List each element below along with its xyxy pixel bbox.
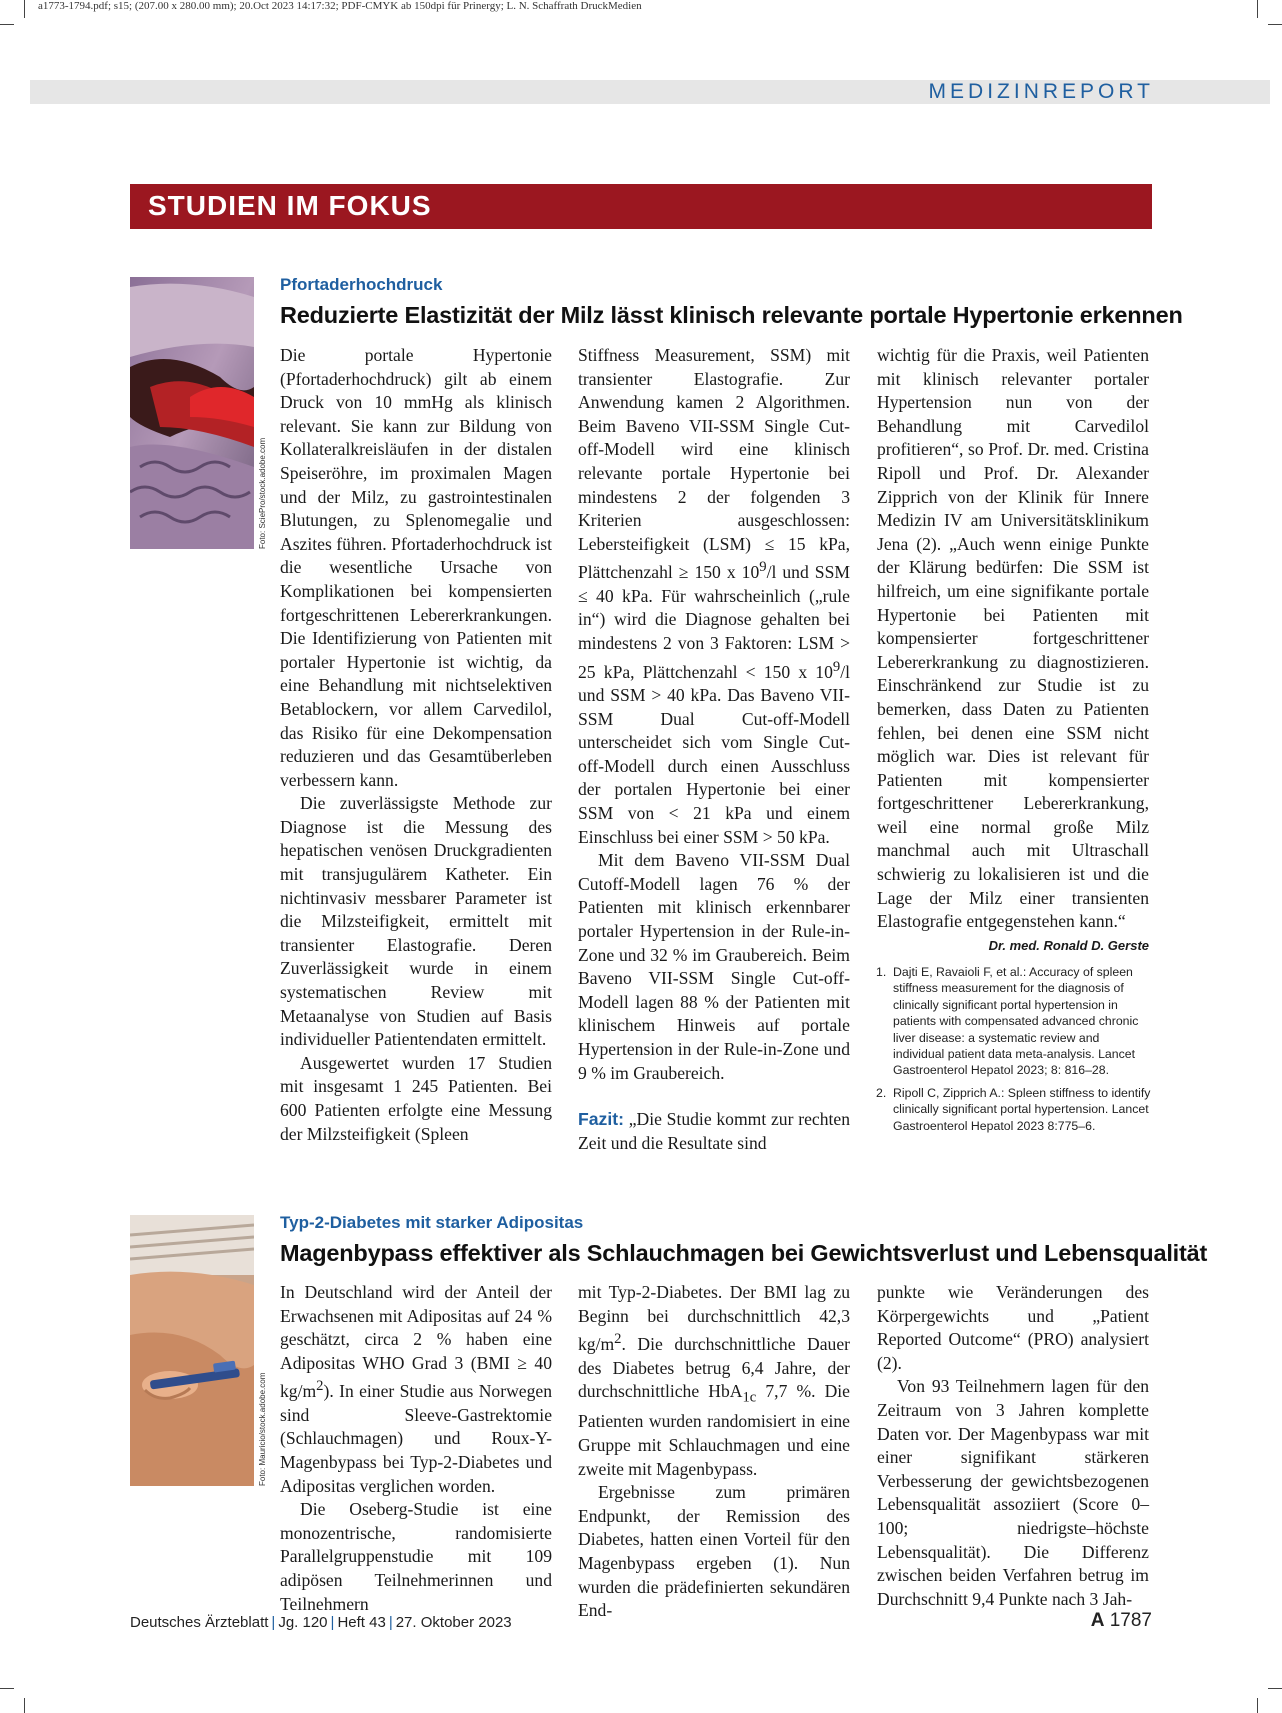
paragraph: Die Oseberg-Studie ist eine monozentrische, randomisierte Parallelgruppenstudie mit 109 adipösen Teilnehmerinnen und Teilnehmern — [280, 1499, 552, 1614]
paragraph: Von 93 Teilnehmern lagen für den Zeitraum von 3 Jahren komplette Daten vor. Der Magenbypass war mit einer signifikant stärkeren Verbesserung der gewichtsbezogenen Lebensqualität assoziiert (Score 0–100; niedrigste–höchste Lebensqualität). Die Differenz zwischen beiden Verfahren betrug im Durchschnitt 9,4 Punkte nach 3 Jah- — [877, 1376, 1149, 1609]
crop-mark — [0, 1688, 14, 1689]
article2-photo — [130, 1215, 254, 1486]
author-signature: Dr. med. Ronald D. Gerste — [988, 937, 1149, 953]
footer-citation: Deutsches Ärzteblatt | Jg. 120 | Heft 43 | 27. Oktober 2023 — [130, 1614, 512, 1631]
article2-kicker: Typ-2-Diabetes mit starker Adipositas — [280, 1213, 584, 1232]
section-label: MEDIZINREPORT — [928, 80, 1154, 103]
article2-column-2 — [578, 1281, 850, 1623]
paragraph: Mit dem Baveno VII-SSM Dual Cutoff-Modell lagen 76 % der Patienten mit klinisch erkennbarer portaler Hypertension in der Rule-in-Zone und 32 % im Graubereich. Beim Baveno VII-SSM Single Cut-off-Modell lagen 88 % der Patienten mit klinischem Hinweis auf portale Hypertension in der Rule-in-Zone und 9 % im Graubereich. — [578, 850, 850, 1083]
crop-mark — [1257, 1698, 1258, 1713]
reference-list — [876, 964, 1152, 1140]
issue-date: 27. Oktober 2023 — [395, 1614, 512, 1631]
paragraph: punkte wie Veränderungen des Körpergewichts und „Patient Reported Outcome“ (PRO) analysiert (2). — [877, 1282, 1149, 1373]
banner-title: STUDIEN IM FOKUS — [148, 190, 432, 221]
article1-headline: Reduzierte Elastizität der Milz lässt klinisch relevante portale Hypertonie erkennen — [280, 302, 1183, 328]
article1-kicker: Pfortaderhochdruck — [280, 275, 443, 294]
fazit-paragraph: Fazit: „Die Studie kommt zur rechten Zeit und die Resultate sind — [578, 1109, 850, 1153]
fazit-label: Fazit: — [578, 1109, 624, 1130]
crop-mark — [1268, 1688, 1282, 1689]
photo-credit: Foto: SciePro/stock.adobe.com — [258, 437, 267, 549]
page-number: A 1787 — [1090, 1610, 1152, 1631]
article1-column-1 — [280, 344, 552, 1146]
print-metadata: a1773-1794.pdf; s15; (207.00 x 280.00 mm); 20.Oct 2023 14:17:32; PDF-CMYK ab 150dpi für Prinergy; L. N. Schaffrath DruckMedien — [38, 0, 642, 12]
paragraph: Stiffness Measurement, SSM) mit transienter Elastografie. Zur Anwendung kamen 2 Algorithmen. Beim Baveno VII-SSM Single Cut-off-Modell wird eine klinisch relevante portale Hypertonie bei mindestens 2 der folgenden 3 Kriterien ausgeschlossen: Lebersteifigkeit (LSM) ≤ 15 kPa, Plättchenzahl ≥ 150 x $10^9/l$ und SSM ≤ 40 kPa. Für wahrscheinlich („rule in“) wird die Diagnose gehalten bei mindestens 2 von 3 Faktoren: LSM > 25 kPa, Plättchenzahl < 150 x $10^9/l$ und SSM > 40 kPa. Das Baveno VII-SSM Dual Cut-off-Modell unterscheidet sich vom Single Cut-off-Modell durch einen Ausschluss der portalen Hypertonie bei einer SSM von < 21 kPa und einem Einschluss bei einer SSM > 50 kPa. — [578, 345, 850, 847]
volume: Jg. 120 — [278, 1614, 328, 1631]
crop-mark — [0, 24, 14, 25]
reference-item: 2. Ripoll C, Zipprich A.: Spleen stiffness to identify clinically significant portal hypertension. Lancet Gastroenterol Hepatol 2023 8:775–6. — [876, 1085, 1151, 1133]
article2-headline: Magenbypass effektiver als Schlauchmagen bei Gewichtsverlust und Lebensqualität — [280, 1240, 1208, 1266]
article2-column-1 — [280, 1281, 552, 1616]
crop-mark — [24, 0, 25, 18]
crop-mark — [24, 1698, 25, 1713]
photo-credit: Foto: Mauricio/stock.adobe.com — [258, 1372, 267, 1486]
paragraph: Ergebnisse zum primären Endpunkt, der Remission des Diabetes, hatten einen Vorteil für den Magenbypass ergeben (1). Nun wurden die prädefinierten sekundären End- — [578, 1482, 850, 1621]
crop-mark — [1257, 0, 1258, 18]
paragraph: In Deutschland wird der Anteil der Erwachsenen mit Adipositas auf 24 % geschätzt, circa 2 % haben eine Adipositas WHO Grad 3 (BMI ≥ 40 $kg/m^2$). In einer Studie aus Norwegen sind Sleeve-Gastrektomie (Schlauchmagen) und Roux-Y-Magenbypass bei Typ-2-Diabetes und Adipositas verglichen worden. — [280, 1282, 552, 1496]
paragraph: Ausgewertet wurden 17 Studien mit insgesamt 1 245 Patienten. Bei 600 Patienten erfolgte eine Messung der Milzsteifigkeit (Spleen — [280, 1052, 552, 1144]
article1-column-3 — [877, 344, 1149, 957]
article2-column-3 — [877, 1281, 1149, 1611]
section-banner — [130, 184, 1152, 229]
article1-column-2 — [578, 344, 850, 1155]
paragraph: wichtig für die Praxis, weil Patienten mit klinisch relevanter portaler Hypertension nun von der Behandlung mit Carvedilol profitieren“, so Prof. Dr. med. Cristina Ripoll und Prof. Dr. Alexander Zipprich von der Klinik für Innere Medizin IV am Universitätsklinikum Jena (2). „Auch wenn einige Punkte der Klärung bedürfen: Die SSM ist hilfreich, um eine signifikante portale Hypertonie bei Patienten mit kompensierter fortgeschrittener Lebererkrankung zu diagnostizieren. Einschränkend zur Studie ist zu bemerken, dass Daten zu Patienten fehlen, bei denen eine SSM nicht möglich war. Dies ist relevant für Patienten mit kompensierter fortgeschrittener Lebererkrankung, weil eine normal große Milz manchmal auch mit Ultraschall schwierig zu lokalisieren ist und die Lage der Milz einer transienten Elastografie entgegenstehen kann.“ Dr. med. Ronald D. Gerste — [877, 344, 1149, 934]
issue: Heft 43 — [337, 1614, 386, 1631]
reference-item: 1. Dajti E, Ravaioli F, et al.: Accuracy of spleen stiffness measurement for the diagnosis of clinically significant portal hypertension in patients with compensated advanced chronic liver disease: a systematic review and individual patient data meta-analysis. Lancet Gastroenterol Hepatol 2023; 8: 816–28. — [876, 965, 1139, 1078]
crop-mark — [1268, 24, 1282, 25]
paragraph: mit Typ-2-Diabetes. Der BMI lag zu Beginn bei durchschnittlich 42,3 $kg/m^2$. Die durchschnittliche Dauer des Diabetes betrug 6,4 Jahre, der durchschnittliche HbA$_{1c}$ 7,7 %. Die Patienten wurden randomisiert in eine Gruppe mit Schlauchmagen und eine zweite mit Magenbypass. — [578, 1282, 850, 1479]
paragraph: Die portale Hypertonie (Pfortaderhochdruck) gilt ab einem Druck von 10 mmHg als klinisch relevant. Sie kann zur Bildung von Kollateralkreisläufen in der distalen Speiseröhre, im proximalen Magen und der Milz, zu gastrointestinalen Blutungen, zu Splenomegalie und Aszites führen. Pfortaderhochdruck ist die wesentliche Ursache von Komplikationen bei kompensierten fortgeschrittenen Lebererkrankungen. Die Identifizierung von Patienten mit portaler Hypertonie ist wichtig, da eine Behandlung mit nichtselektiven Betablockern, vor allem Carvedilol, das Risiko für eine Dekompensation reduzieren und das Gesamtüberleben verbessern kann. — [280, 345, 552, 790]
article1-photo — [130, 277, 254, 549]
paragraph: Die zuverlässigste Methode zur Diagnose ist die Messung des hepatischen venösen Druckgradienten mit transjugulärem Katheter. Ein nichtinvasiv messbarer Parameter ist die Milzsteifigkeit, ermittelt mit transienter Elastografie. Deren Zuverlässigkeit wurde in einem systematischen Review mit Metaanalyse von Studien auf Basis individueller Patientendaten ermittelt. — [280, 793, 552, 1050]
journal-name: Deutsches Ärzteblatt — [130, 1614, 269, 1631]
